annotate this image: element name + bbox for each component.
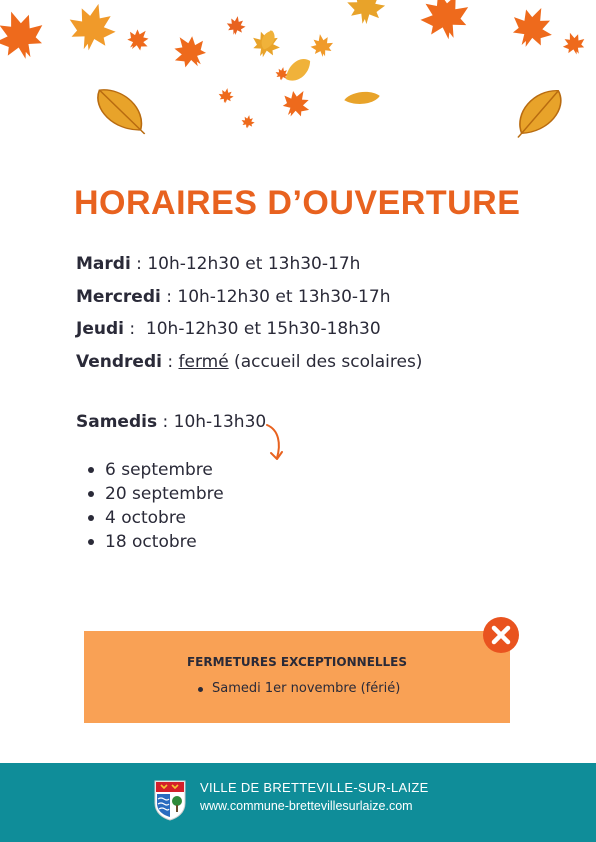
hours-text: 10h-12h30 et 13h30-17h bbox=[147, 254, 361, 274]
arrow-down-icon bbox=[263, 422, 289, 464]
closures-title: FERMETURES EXCEPTIONNELLES bbox=[186, 655, 408, 669]
footer-website-link[interactable]: www.commune-brettevillesurlaize.com bbox=[200, 799, 413, 813]
list-item: 20 septembre bbox=[88, 482, 224, 506]
day-label: Jeudi bbox=[76, 319, 124, 339]
hours-row-jeudi bbox=[76, 317, 422, 350]
list-item: 4 octobre bbox=[88, 506, 224, 530]
hours-row-mardi bbox=[76, 252, 422, 285]
day-label: Mercredi bbox=[76, 286, 161, 307]
hours-text: 10h-13h30 bbox=[173, 412, 267, 432]
saturday-dates-list bbox=[88, 458, 224, 554]
list-item: 6 septembre bbox=[88, 458, 224, 482]
list-item: Samedi 1er novembre (férié) bbox=[198, 681, 400, 696]
exceptional-closures-box bbox=[84, 631, 510, 723]
saturday-hours bbox=[76, 410, 266, 434]
opening-hours bbox=[76, 252, 422, 382]
separator: : bbox=[123, 319, 146, 339]
day-label: Mardi bbox=[76, 254, 131, 274]
page-title: HORAIRES D’OUVERTURE bbox=[74, 184, 521, 222]
closed-label: fermé bbox=[178, 351, 229, 372]
footer bbox=[0, 763, 596, 842]
day-label: Vendredi bbox=[76, 351, 162, 372]
hours-text: 10h-12h30 et 15h30-18h30 bbox=[145, 319, 381, 339]
autumn-leaves-decoration bbox=[0, 0, 596, 160]
hours-note: (accueil des scolaires) bbox=[228, 351, 423, 372]
separator: : bbox=[160, 286, 178, 307]
hours-row-vendredi bbox=[76, 350, 422, 383]
autumn-leaf-icon bbox=[0, 0, 588, 145]
list-item: 18 octobre bbox=[88, 530, 224, 554]
hours-text: 10h-12h30 et 13h30-17h bbox=[177, 286, 391, 307]
hours-row-mercredi bbox=[76, 285, 422, 318]
separator: : bbox=[161, 351, 179, 372]
separator: : bbox=[130, 254, 148, 274]
close-icon bbox=[482, 616, 520, 654]
footer-town-name: VILLE DE BRETTEVILLE-SUR-LAIZE bbox=[200, 780, 429, 795]
day-label: Samedis bbox=[76, 412, 158, 432]
crest-icon bbox=[153, 779, 187, 821]
separator: : bbox=[157, 412, 174, 432]
